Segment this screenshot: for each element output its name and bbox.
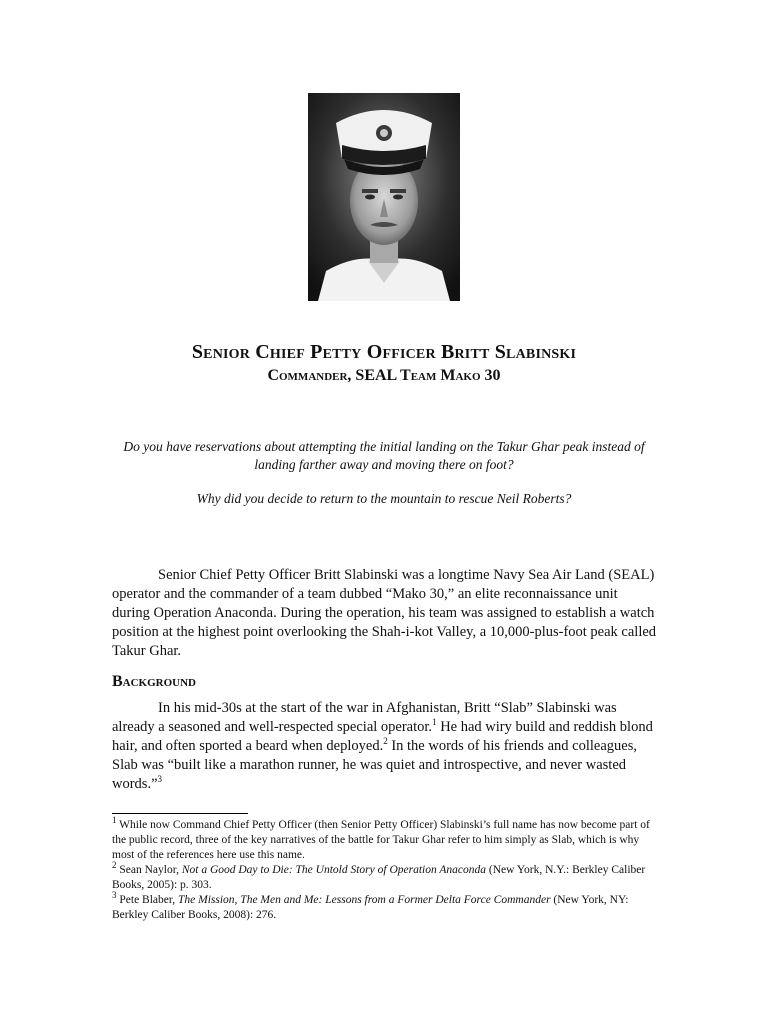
footnote-book-title: The Mission, The Men and Me: Lessons from a Former Delta Force Commander — [178, 894, 551, 906]
footnote-ref-1: 1 — [432, 717, 437, 728]
page-title: Senior Chief Petty Officer Britt Slabinski — [191, 341, 577, 363]
portrait-image — [308, 93, 460, 301]
footnote-text: (New York, N.Y.: Berkley Caliber Books, 2005): p. 303. — [112, 864, 646, 891]
question-1: Do you have reservations about attempting the initial landing on the Takur Ghar peak instead of landing farther away and moving there on foot? — [123, 439, 645, 472]
footnotes — [112, 815, 657, 923]
background-text-1: In his mid-30s at the start of the war in Afghanistan, Britt “Slab” Slabinski was already a seasoned and well-respected special operator. — [112, 700, 617, 735]
footnote-ref-2: 2 — [383, 736, 388, 747]
page-subtitle: Commander, SEAL Team Mako 30 — [267, 367, 501, 384]
footnote-divider — [112, 813, 248, 814]
guiding-questions — [112, 438, 656, 524]
background-text-3: In the words of his friends and colleagues, Slab was “built like a marathon runner, he was quiet and introspective, and never wasted words.” — [112, 738, 637, 792]
background-heading: Background — [112, 673, 197, 690]
portrait-photo — [308, 93, 460, 301]
footnote-number: 3 — [112, 890, 117, 901]
question-2: Why did you decide to return to the mountain to rescue Neil Roberts? — [196, 491, 572, 506]
footnote-text: (New York, NY: Berkley Caliber Books, 2008): 276. — [112, 894, 629, 921]
footnote-text: Sean Naylor, — [116, 864, 182, 876]
footnote-number: 2 — [112, 860, 117, 871]
footnote-text: While now Command Chief Petty Officer (then Senior Petty Officer) Slabinski’s full name has now become part of the public record, three of the key narratives of the battle for Takur Ghar refer to him simply as Slab, which is why most of the references here use this name. — [112, 819, 650, 861]
background-text-2: He had wiry build and reddish blond hair, and often sported a beard when deployed. — [112, 719, 653, 754]
footnote-ref-3: 3 — [157, 774, 163, 785]
intro-paragraph: Senior Chief Petty Officer Britt Slabinski was a longtime Navy Sea Air Land (SEAL) operator and the commander of a team dubbed “Mako 30,” an elite reconnaissance unit during Operation Anaconda. During the operation, his team was assigned to establish a watch position at the highest point overlooking the Shah-i-kot Valley, a 10,000-plus-foot peak called Takur Ghar. — [112, 567, 657, 659]
footnote-3 — [112, 890, 657, 923]
footnote-book-title: Not a Good Day to Die: The Untold Story of Operation Anaconda — [181, 864, 487, 876]
footnote-1 — [112, 815, 657, 863]
intro-section — [112, 566, 657, 661]
background-paragraph — [112, 699, 657, 794]
footnote-2 — [112, 860, 657, 893]
background-section — [112, 699, 657, 794]
footnote-text: Pete Blaber, — [116, 894, 178, 906]
footnote-number: 1 — [112, 815, 117, 826]
